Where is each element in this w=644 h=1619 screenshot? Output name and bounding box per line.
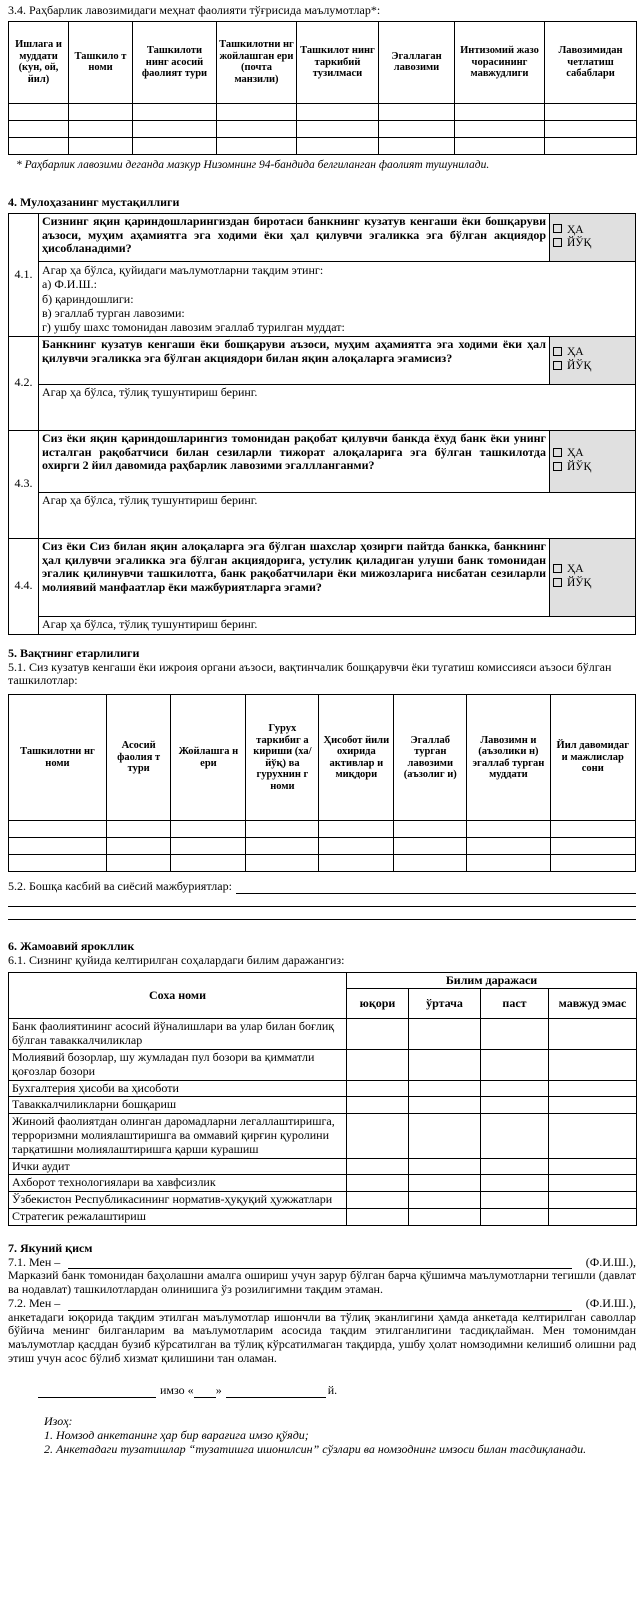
notes-block: Изоҳ: 1. Номзод анкетанинг ҳар бир варағига имзо қўяди; 2. Анкетадаги тузатишлар “тузатишга ишонилсин” сўзлари ва номзоднинг имзоси билан тасдиқланади. [44, 1413, 587, 1457]
col-meetings: Йил давомидаг и мажлислар сони [550, 695, 635, 821]
checkbox-icon[interactable] [553, 238, 562, 247]
table-row[interactable] [9, 855, 636, 872]
no-option[interactable]: ЙЎҚ [553, 461, 632, 475]
q-4-4-text: Сиз ёки Сиз билан яқин алоқаларга эга бўлган шахслар ҳозирги пайтда банкка, банкнинг ҳал қилувчи эгаликка эга бўлган акциядорига, устулик қиладиган улуши банк томонидан эгалик қилинувчи ташкилотга, банк рақобатчилари ёки мижозларига нисбатан сезиларли молиявий манфаатлар ёки мажбуриятларга эгами? [39, 538, 550, 616]
other-commitments-line-3[interactable] [8, 907, 636, 920]
table-row: Бухгалтерия ҳисоби ва ҳисоботи [9, 1080, 637, 1097]
table-row: Банк фаолиятининг асосий йўналишлари ва улар билан боғлиқ бўлган таваккалчиликлар [9, 1019, 637, 1050]
checkbox-icon[interactable] [553, 578, 562, 587]
table-row: Таваккалчиликларни бошқариш [9, 1097, 637, 1114]
col-structure: Ташкилот нинг таркибий тузилмаси [297, 21, 379, 103]
level-high: юқори [347, 989, 409, 1019]
col-org-name: Ташкилотни нг номи [9, 695, 107, 821]
section-7-title: 7. Якуний қисм [8, 1240, 93, 1255]
q-4-1-options [550, 213, 636, 261]
col-knowledge-level: Билим даражаси [347, 972, 637, 989]
level-medium: ўртача [409, 989, 481, 1019]
other-commitments-label: 5.2. Бошқа касбий ва сиёсий мажбуриятлар: [8, 879, 232, 894]
questionnaire-page [8, 4, 636, 1457]
q-4-3-text: Сиз ёки яқин қариндошларингиз томонидан рақобат қилувчи банкда ёхуд банк ёки унинг исталган рақобатчиси билан сезиларли тижорат алоқаларига эга бўлган ташкилотда охирги 2 йил давомида раҳбарлик лавозими эгаллланганми? [39, 430, 550, 492]
q-4-2-num: 4.2. [9, 336, 39, 430]
signature-field[interactable] [38, 1385, 156, 1398]
other-commitments-field[interactable] [236, 881, 636, 894]
col-org-name: Ташкило т номи [69, 21, 133, 103]
knowledge-table [8, 972, 637, 1226]
q-4-1-details[interactable]: Агар ҳа бўлса, қуйидаги маълумотларни тақдим этинг: а) Ф.И.Ш.: б) қариндошлиги: в) эгаллаб турган лавозими: г) ушбу шахс томонидан лавозим эгаллаб турилган муддат: [39, 261, 636, 336]
checkbox-icon[interactable] [553, 361, 562, 370]
col-location: Жойлашга н ери [171, 695, 246, 821]
q-4-1-num: 4.1. [9, 213, 39, 336]
q-4-4-answer[interactable]: Агар ҳа бўлса, тўлиқ тушунтириш беринг. [39, 616, 636, 634]
table-row[interactable] [9, 137, 637, 154]
consent-text: Марказий банк томонидан баҳолашни амалга ошириш учун зарур бўлган барча қўшимча маълумотларни тегишли (давлат ва нодавлат) ташкилотлардан олинишига ўз розилигимни тақдим этаман. [8, 1268, 636, 1297]
col-group: Гурух таркибиг а кириши (ха/йўқ) ва гурухнин г номи [246, 695, 319, 821]
table-row: Ўзбекистон Республикасининг норматив-ҳуқуқий ҳужжатлари [9, 1192, 637, 1209]
col-main-activity: Асосий фаолия т тури [106, 695, 171, 821]
table-row: Ички аудит [9, 1158, 637, 1175]
section-3-4-title: 3.4. Раҳбарлик лавозимидаги меҳнат фаолияти тўғрисида маълумотлар*: [8, 3, 381, 17]
col-term: Лавозимн и (аъзолики н) эгаллаб турган муддати [467, 695, 550, 821]
col-assets: Ҳисобот йили охирида активлар и миқдори [319, 695, 394, 821]
section-6-1-intro: 6.1. Сизнинг қуйида келтирилган соҳалардаги билим даражангиз: [8, 952, 345, 967]
checkbox-icon[interactable] [553, 462, 562, 471]
col-location: Ташкилотни нг жойлашган ери (почта манзили) [217, 21, 297, 103]
no-option[interactable]: ЙЎҚ [553, 237, 632, 251]
q-4-3-answer[interactable]: Агар ҳа бўлса, тўлиқ тушунтириш беринг. [39, 492, 636, 538]
level-low: паст [481, 989, 549, 1019]
table-row: Жиноий фаолиятдан олинган даромадларни легаллаштиришга, терроризмни молиялаштиришга ва оммавий қирғин қуролини тарқатишни молиялаштиришга қарши курашиш [9, 1114, 637, 1158]
level-none: мавжуд эмас [549, 989, 637, 1019]
checkbox-icon[interactable] [553, 564, 562, 573]
footnote: * Раҳбарлик лавозими деганда мазкур Низомнинг 94-бандида белгиланган фаолият тушунилади. [16, 158, 490, 171]
section-4-title: 4. Мулоҳазанинг мустақиллиги [8, 195, 180, 210]
consent-line: 7.1. Мен – (Ф.И.Ш.), [8, 1254, 636, 1269]
q-4-2-answer[interactable]: Агар ҳа бўлса, тўлиқ тушунтириш беринг. [39, 384, 636, 430]
col-disciplinary: Интизомий жазо чорасининг мавжудлиги [455, 21, 545, 103]
q-4-2-text: Банкнинг кузатув кенгаши ёки бошқаруви аъзоси, муҳим аҳамиятга эга ходими ёки ҳал қилувчи эгаликка эга бўлган акциядори билан яқин алоқаларга эгамисиз? [39, 336, 550, 384]
col-main-activity: Ташкилоти нинг асосий фаолият тури [133, 21, 217, 103]
table-row: Ахборот технологиялари ва хавфсизлик [9, 1175, 637, 1192]
day-field[interactable] [194, 1385, 216, 1398]
independence-table [8, 213, 636, 635]
yes-option[interactable]: ҲА [553, 447, 632, 461]
month-field[interactable] [226, 1385, 326, 1398]
checkbox-icon[interactable] [553, 224, 562, 233]
table-row[interactable] [9, 103, 637, 120]
table-row[interactable] [9, 821, 636, 838]
table-row[interactable] [9, 120, 637, 137]
yes-option[interactable]: ҲА [553, 224, 632, 238]
other-commitments [8, 880, 636, 894]
checkbox-icon[interactable] [553, 448, 562, 457]
section-5-1-intro: 5.1. Сиз кузатув кенгаши ёки ижроия органи аъзоси, вақтинчалик бошқарувчи ёки тугатиш комиссияси аъзоси бўлган ташкилотлар: [8, 659, 612, 688]
confirm-text: анкетадаги юқорида тақдим этилган маълумотлар ишончли ва тўлиқ эканлигини ҳамда анкетада келтирилган саволлар бўйича менинг билганларим ва маълумотларим асосида тақдим этилганлигини тасдиқлайман. Мен томонимдан маълумотлар қасддан бузиб кўрсатилган ва тўлиқ кўрсатилмаган тақдирда, ушбу ҳолат номзодимни келишиб олишни рад этиш учун асос бўлиб хизмат қилишини тан оламан. [8, 1309, 636, 1366]
section-5-title: 5. Вақтнинг етарлилиги [8, 645, 140, 660]
signature-line: имзо « » й. [38, 1384, 636, 1398]
section-6-title: 6. Жамоавий ярокллик [8, 938, 135, 953]
col-position: Эгаллаб турган лавозими (аъзолиг и) [394, 695, 467, 821]
col-area: Соха номи [9, 972, 347, 1019]
checkbox-icon[interactable] [553, 347, 562, 356]
confirm-fio-field[interactable] [68, 1298, 571, 1311]
col-position: Эгаллаган лавозими [379, 21, 455, 103]
q-4-2-options [550, 336, 636, 384]
other-commitments-line-2[interactable] [8, 894, 636, 907]
q-4-4-num: 4.4. [9, 538, 39, 634]
table-row: Стратегик режалаштириш [9, 1208, 637, 1225]
table-row[interactable] [9, 838, 636, 855]
table-row: Молиявий бозорлар, шу жумладан пул бозори ва қимматли қоғозлар бозори [9, 1049, 637, 1080]
yes-option[interactable]: ҲА [553, 346, 632, 360]
confirm-line: 7.2. Мен – (Ф.И.Ш.), [8, 1295, 636, 1310]
col-duration: Ишлага и муддати (кун, ой, йил) [9, 21, 69, 103]
yes-option[interactable]: ҲА [553, 563, 632, 577]
no-option[interactable]: ЙЎҚ [553, 577, 632, 591]
no-option[interactable]: ЙЎҚ [553, 360, 632, 374]
q-4-3-options [550, 430, 636, 492]
time-sufficiency-table [8, 694, 636, 872]
leadership-work-table [8, 21, 637, 155]
col-dismissal: Лавозимидан четлатиш сабаблари [545, 21, 637, 103]
q-4-3-num: 4.3. [9, 430, 39, 538]
q-4-1-text: Сизнинг яқин қариндошларингиздан биротаси банкнинг кузатув кенгаши ёки бошқаруви аъзоси, муҳим аҳамиятга эга ходими ёки ҳал қилувчи эгаликка эга бўлган акциядор ҳисобланадими? [39, 213, 550, 261]
q-4-4-options [550, 538, 636, 616]
